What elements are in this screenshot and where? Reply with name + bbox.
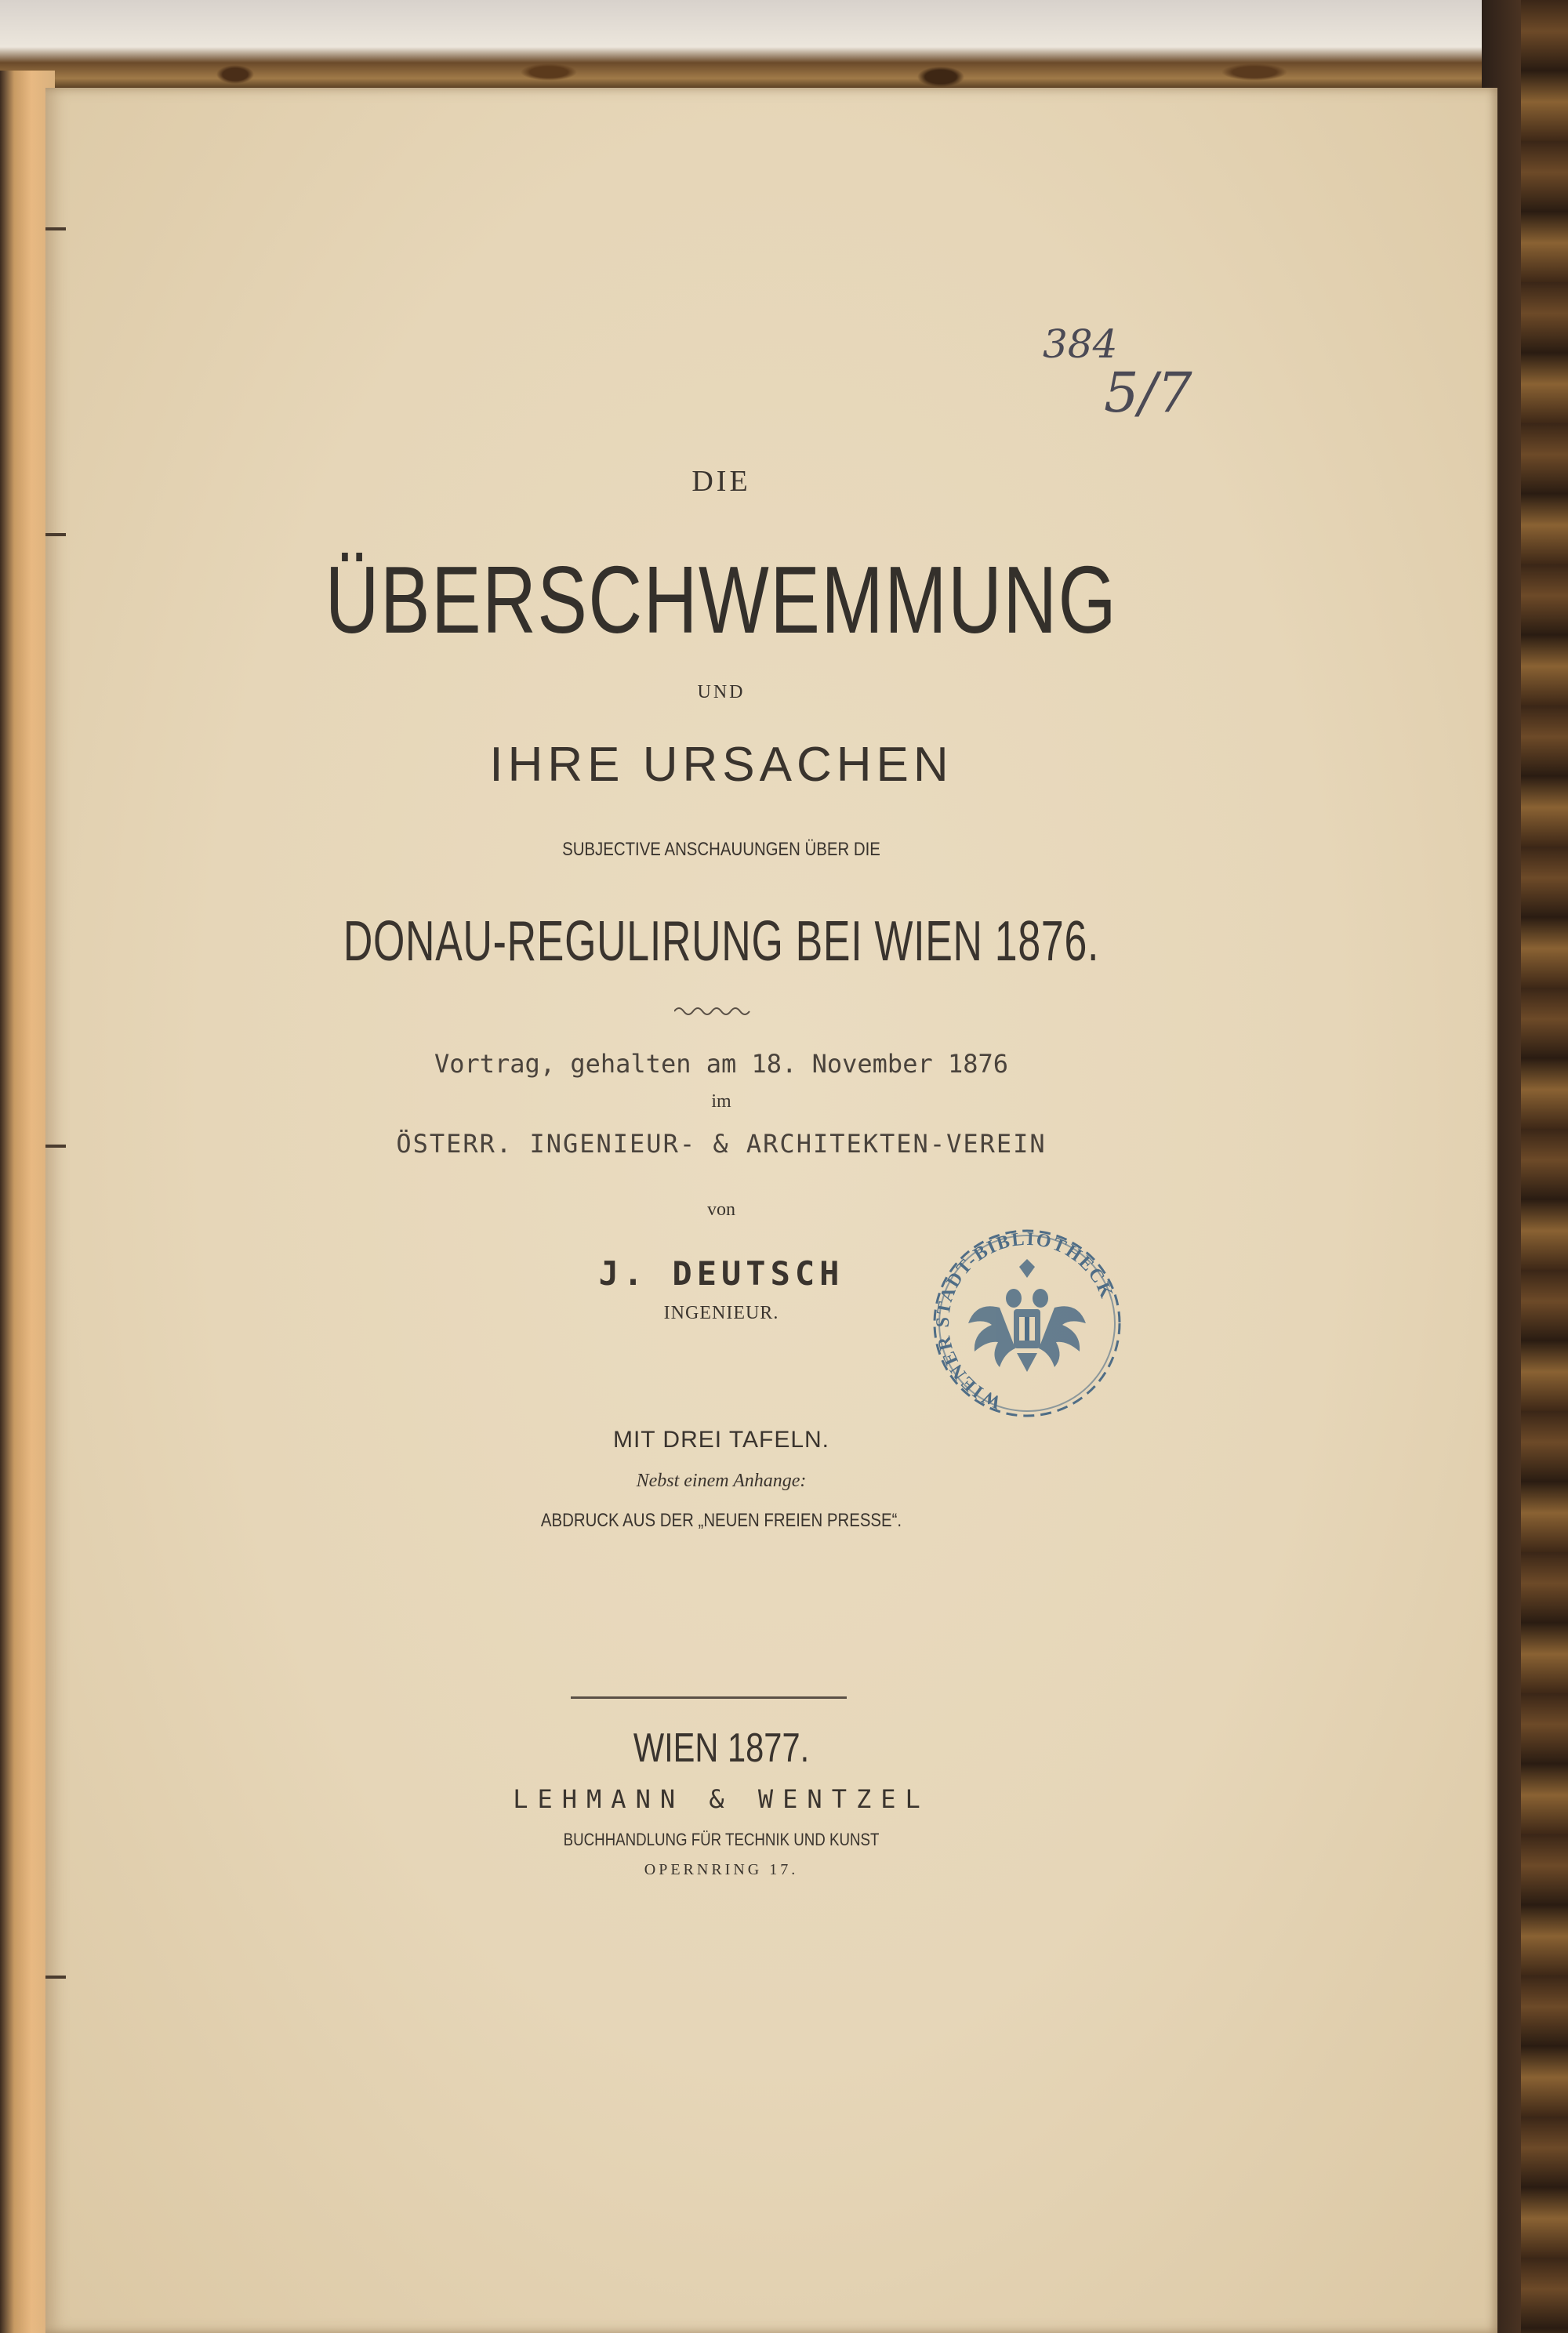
large-line: DONAU-REGULIRUNG BEI WIEN 1876. <box>343 910 1100 973</box>
small-line: SUBJECTIVE ANSCHAUUNGEN ÜBER DIE <box>562 839 880 860</box>
reprint-line: ABDRUCK AUS DER „NEUEN FREIEN PRESSE“. <box>540 1510 902 1531</box>
book-top-edge <box>0 0 1568 93</box>
plates-line: MIT DREI TAFELN. <box>612 1427 830 1453</box>
main-title: ÜBERSCHWEMMUNG <box>325 546 1118 653</box>
horizontal-rule <box>571 1696 847 1699</box>
handwritten-shelf-number <box>1043 314 1200 439</box>
handwritten-fraction: 5/7 <box>1104 361 1192 425</box>
stamp-text: WIENER STADT-BIBLIOTHECK <box>932 1228 1117 1413</box>
author-name: J. DEUTSCH <box>598 1254 844 1293</box>
stitch-mark <box>45 227 66 230</box>
stitch-mark <box>45 533 66 536</box>
place-year: WIEN 1877. <box>633 1725 810 1771</box>
publisher-address: OPERNRING 17. <box>644 1861 799 1878</box>
publisher: LEHMANN & WENTZEL <box>513 1784 930 1814</box>
library-stamp <box>929 1221 1125 1425</box>
subtitle: IHRE URSACHEN <box>489 738 953 792</box>
author-title: INGENIEUR. <box>663 1303 779 1323</box>
line-und: UND <box>697 682 746 702</box>
appendix-line: Nebst einem Anhange: <box>636 1471 807 1491</box>
handwritten-number: 384 <box>1043 321 1118 367</box>
double-headed-eagle-icon <box>968 1259 1086 1372</box>
line-von: von <box>707 1199 735 1220</box>
wavy-divider-ornament <box>674 1003 753 1019</box>
society-line: ÖSTERR. INGENIEUR- & ARCHITEKTEN-VEREIN <box>396 1129 1047 1159</box>
publisher-desc: BUCHHANDLUNG FÜR TECHNIK UND KUNST <box>563 1830 880 1849</box>
line-im: im <box>711 1091 731 1112</box>
lecture-line: Vortrag, gehalten am 18. November 1876 <box>434 1049 1009 1079</box>
stitch-mark <box>45 1976 66 1979</box>
line-die: DIE <box>691 465 751 498</box>
